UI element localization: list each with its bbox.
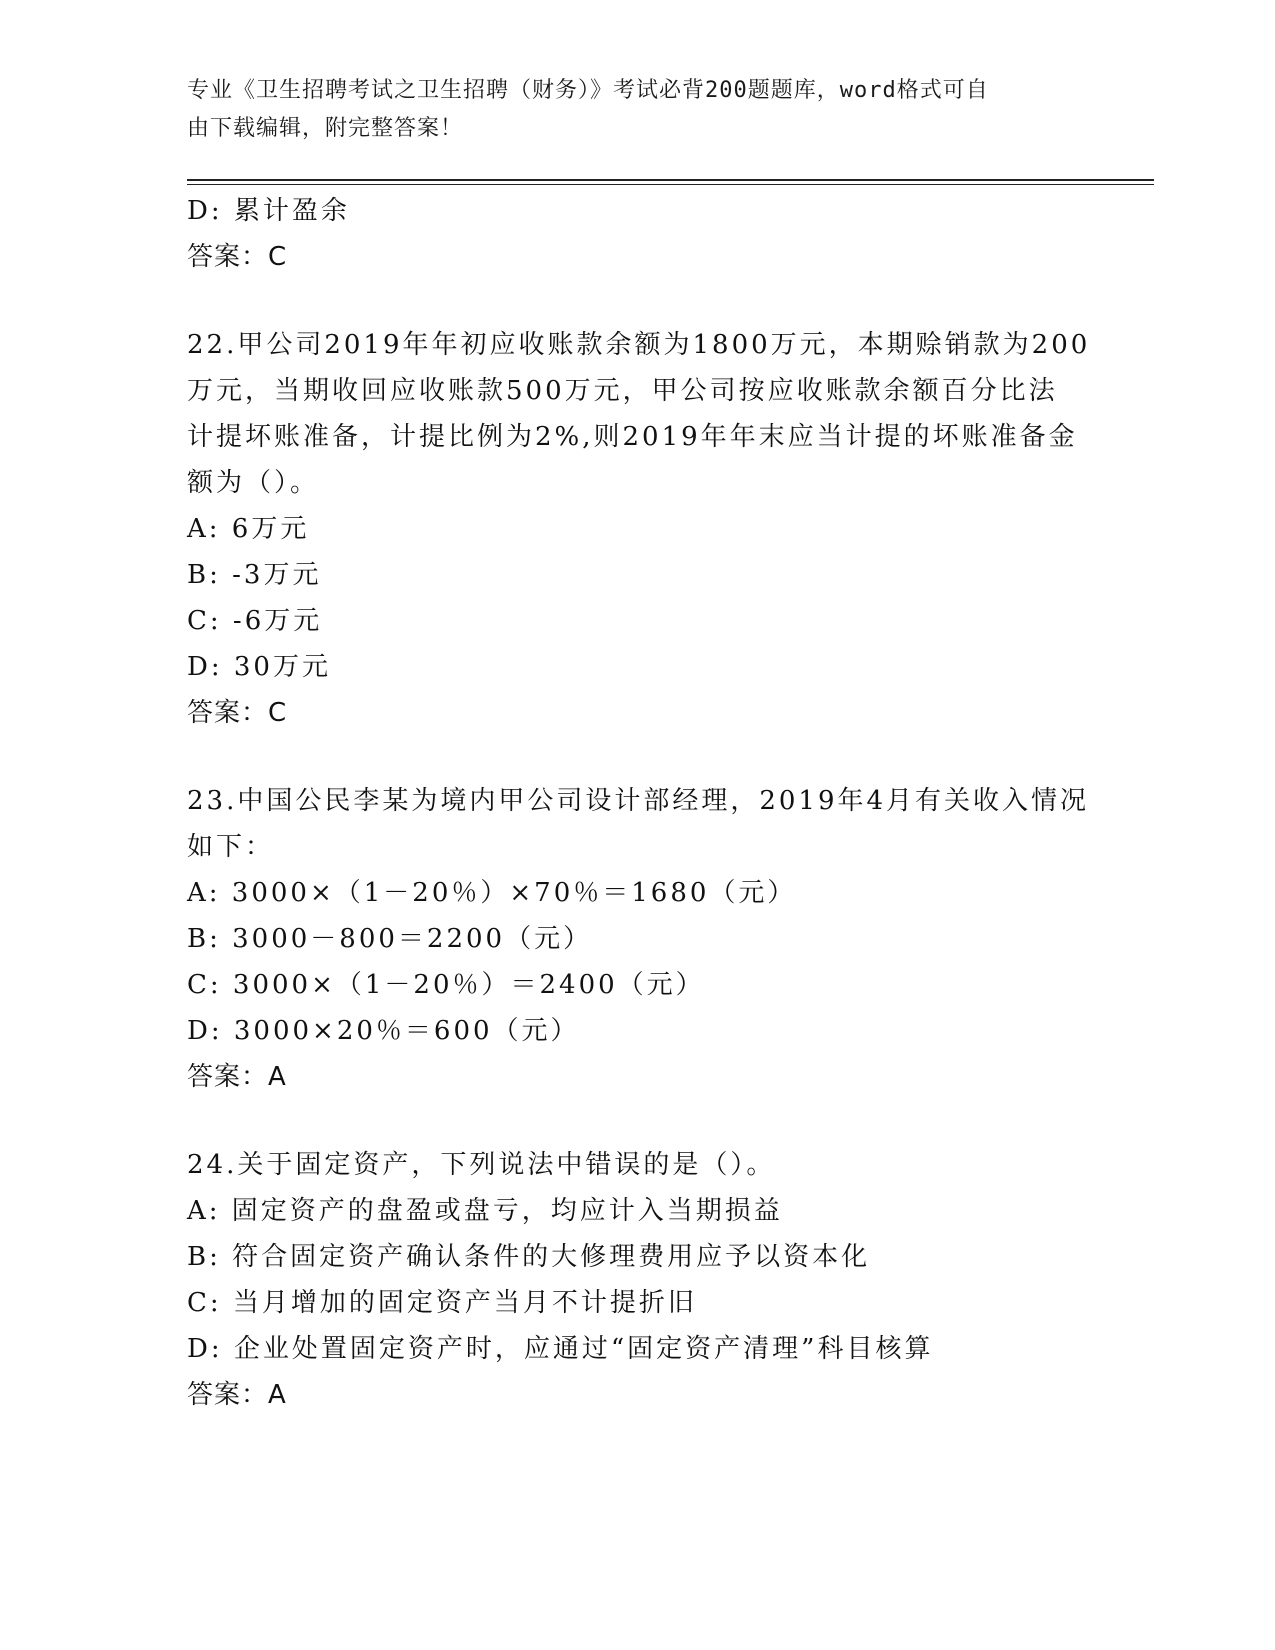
spacer [187, 736, 1087, 778]
header-divider-thin [187, 184, 1154, 185]
question-24 [187, 1142, 1087, 1418]
option-a: A: 6万元 [187, 514, 310, 544]
answer-line: 答案：C [187, 242, 288, 272]
page-header [187, 72, 1067, 148]
option-b: B: -3万元 [187, 560, 322, 590]
option-d: D: 30万元 [187, 652, 331, 682]
option-a: A: 3000×（1－20％）×70％＝1680（元） [187, 878, 797, 908]
header-line-2: 由下载编辑，附完整答案！ [187, 116, 464, 141]
option-c: C: -6万元 [187, 606, 323, 636]
carryover-question [187, 188, 1087, 280]
option-a: A: 固定资产的盘盈或盘亏，均应计入当期损益 [187, 1196, 783, 1226]
option-d: D: 累计盈余 [187, 196, 350, 226]
spacer [187, 1100, 1087, 1142]
option-d: D: 3000×20％＝600（元） [187, 1016, 580, 1046]
question-22 [187, 322, 1091, 736]
question-stem-line: 计提坏账准备，计提比例为2%,则2019年年末应当计提的坏账准备金 [187, 422, 1078, 452]
question-stem-line: 万元，当期收回应收账款500万元，甲公司按应收账款余额百分比法 [187, 376, 1058, 406]
option-c: C: 当月增加的固定资产当月不计提折旧 [187, 1288, 697, 1318]
header-divider-thick [187, 179, 1154, 181]
spacer [187, 280, 1087, 322]
option-b: B: 符合固定资产确认条件的大修理费用应予以资本化 [187, 1242, 871, 1272]
question-stem-line: 22.甲公司2019年年初应收账款余额为1800万元，本期赊销款为200 [187, 330, 1091, 360]
answer-line: 答案：C [187, 698, 288, 728]
question-content [187, 188, 1091, 1418]
header-line-1: 专业《卫生招聘考试之卫生招聘（财务）》考试必背200题题库，word格式可自 [187, 78, 989, 103]
question-stem-line: 如下： [187, 832, 275, 862]
question-stem-line: 23.中国公民李某为境内甲公司设计部经理，2019年4月有关收入情况 [187, 786, 1090, 816]
question-23 [187, 778, 1090, 1100]
option-c: C: 3000×（1－20％）＝2400（元） [187, 970, 705, 1000]
answer-line: 答案：A [187, 1380, 287, 1410]
answer-line: 答案：A [187, 1062, 287, 1092]
question-stem-line: 24.关于固定资产，下列说法中错误的是（）。 [187, 1150, 776, 1180]
option-d: D: 企业处置固定资产时，应通过“固定资产清理”科目核算 [187, 1334, 934, 1364]
question-stem-line: 额为（）。 [187, 468, 320, 498]
option-b: B: 3000－800＝2200（元） [187, 924, 593, 954]
